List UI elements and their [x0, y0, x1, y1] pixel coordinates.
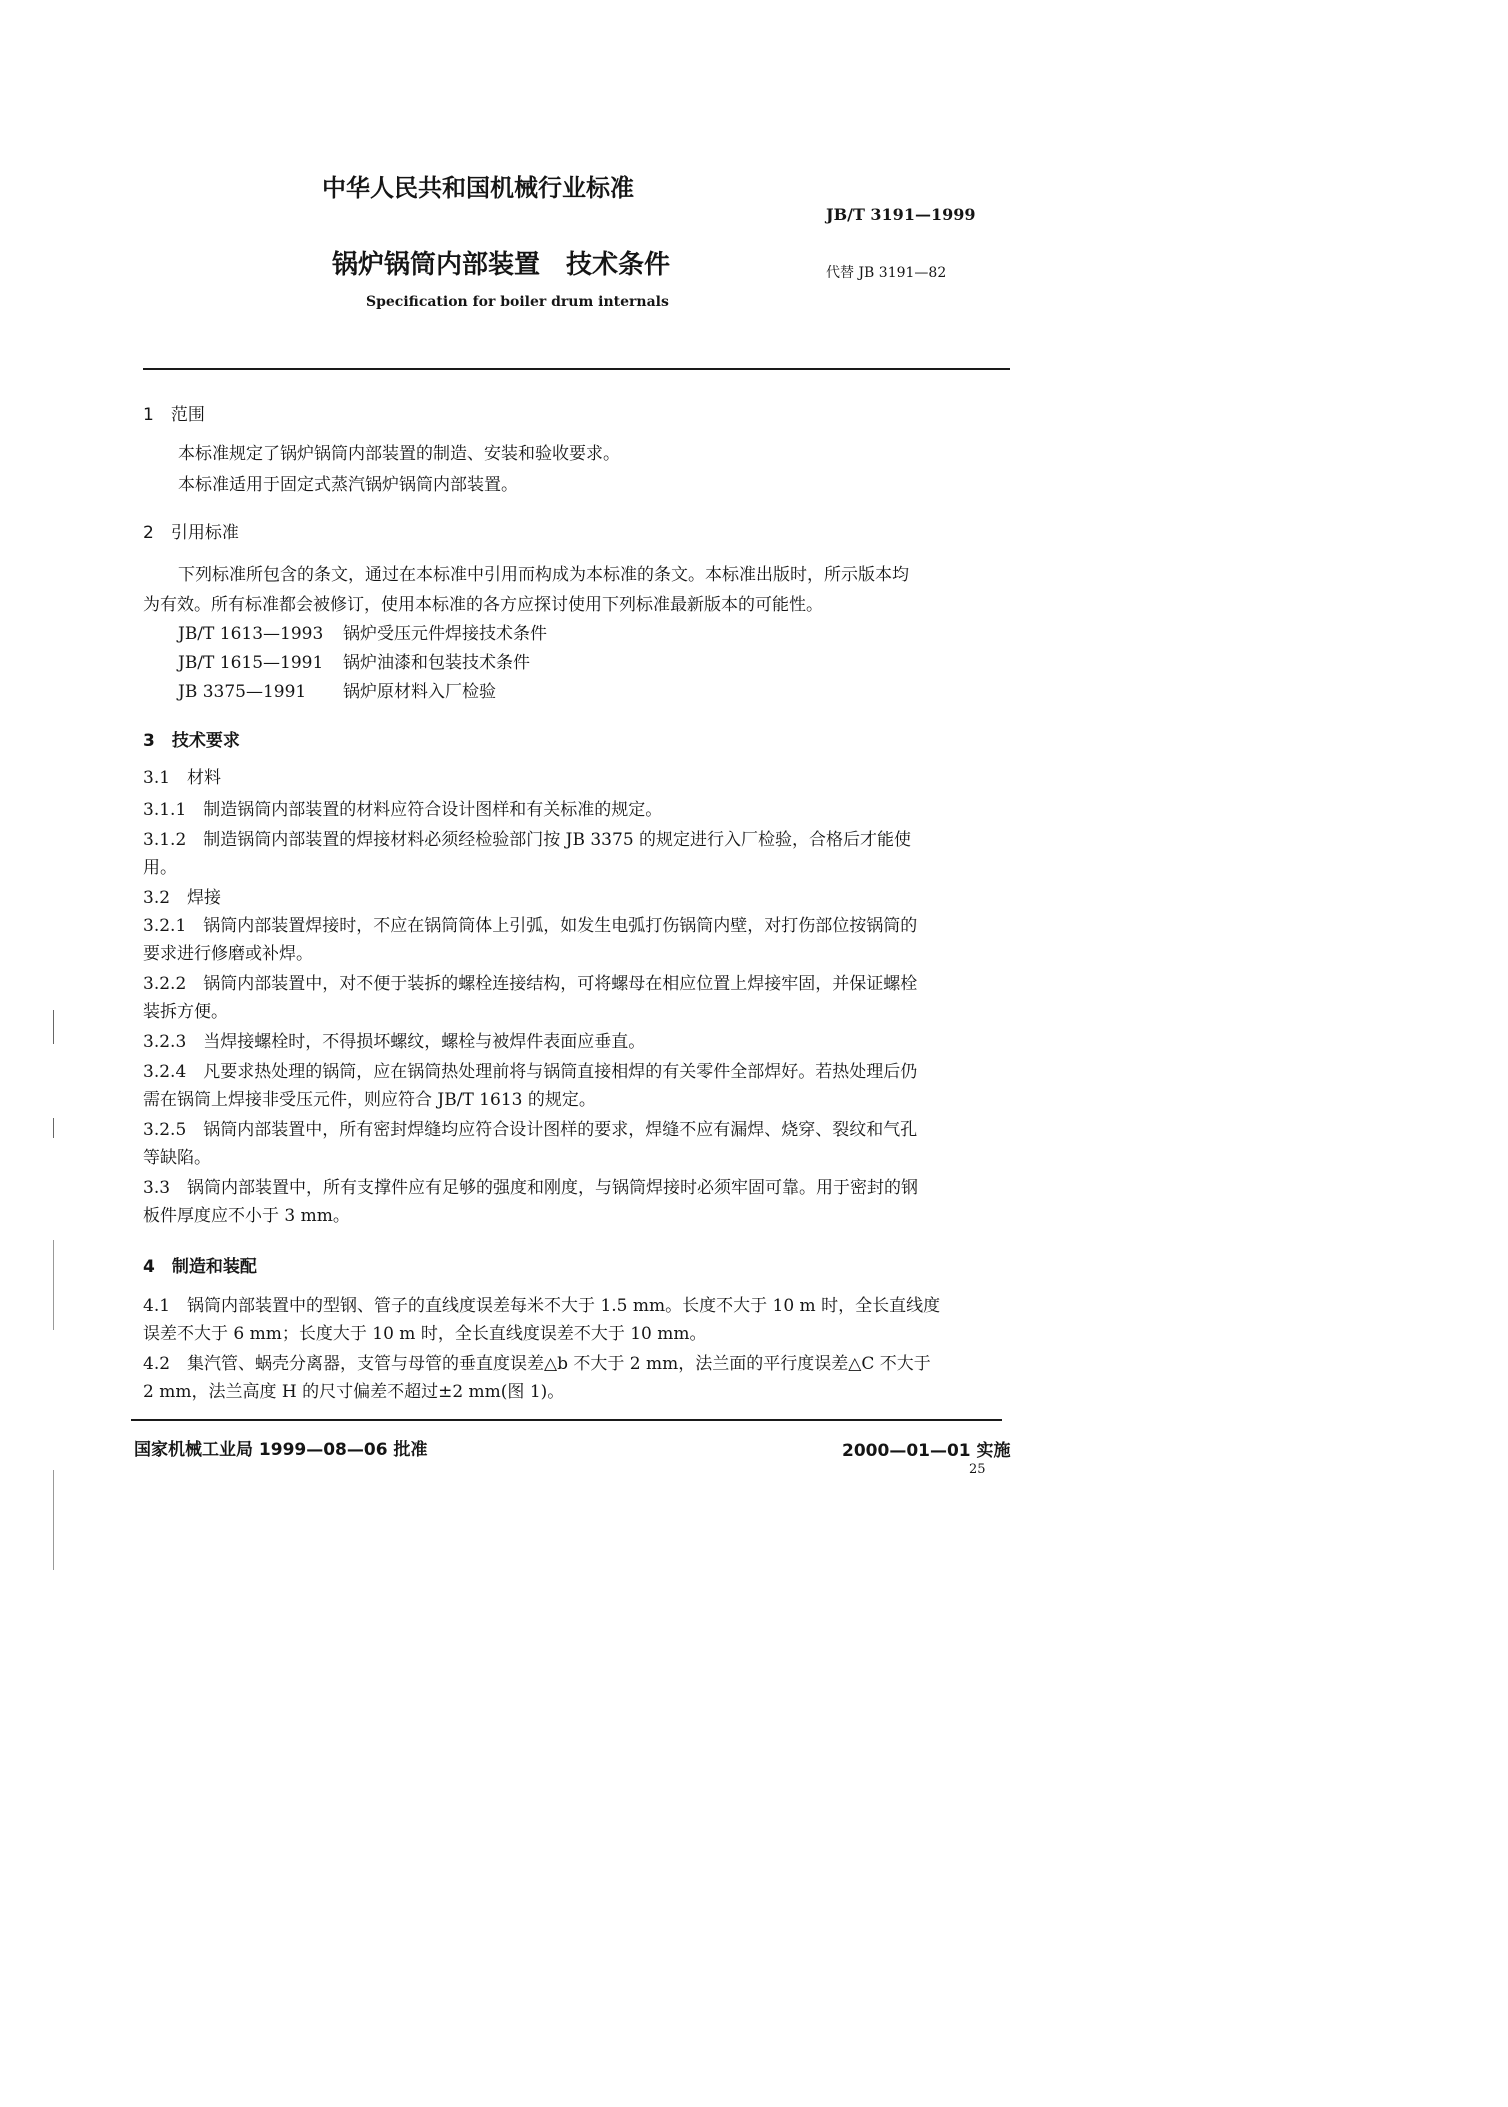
document-title: 锅炉锅筒内部装置 技术条件 — [332, 250, 671, 280]
ref-name: 锅炉油漆和包装技术条件 — [343, 653, 530, 673]
replaces-standard: 代替 JB 3191—82 — [826, 265, 947, 281]
page-number: 25 — [969, 1462, 986, 1477]
section-4-heading: 4 制造和装配 — [143, 1257, 257, 1277]
ref-code: JB 3375—1991 — [178, 682, 307, 702]
clause-3-2-2-line-1: 3.2.2 锅筒内部装置中，对不便于装拆的螺栓连接结构，可将螺母在相应位置上焊接牢固，并保证螺栓 — [143, 974, 918, 994]
header-rule — [143, 368, 1010, 370]
section-1-para-1: 本标准规定了锅炉锅筒内部装置的制造、安装和验收要求。 — [178, 444, 620, 464]
section-1-heading: 1 范围 — [143, 405, 205, 425]
ref-code: JB/T 1613—1993 — [178, 624, 324, 644]
footer-rule — [131, 1419, 1002, 1421]
clause-3-2-2-line-2: 装拆方便。 — [143, 1002, 228, 1022]
section-2-para-line-1: 下列标准所包含的条文，通过在本标准中引用而构成为本标准的条文。本标准出版时，所示版本均 — [178, 565, 909, 585]
ref-code: JB/T 1615—1991 — [178, 653, 324, 673]
clause-3-2: 3.2 焊接 — [143, 888, 222, 908]
clause-4-2-line-2: 2 mm，法兰高度 H 的尺寸偏差不超过±2 mm(图 1)。 — [143, 1382, 565, 1402]
clause-3-1-2-line-2: 用。 — [143, 858, 177, 878]
english-title: Specification for boiler drum internals — [366, 294, 669, 310]
clause-3-2-4-line-1: 3.2.4 凡要求热处理的锅筒，应在锅筒热处理前将与锅筒直接相焊的有关零件全部焊好。若热处理后仍 — [143, 1062, 918, 1082]
clause-4-1-line-2: 误差不大于 6 mm；长度大于 10 m 时，全长直线度误差不大于 10 mm。 — [143, 1324, 707, 1344]
scan-mark — [53, 1470, 54, 1570]
clause-3-1: 3.1 材料 — [143, 768, 222, 788]
clause-4-1-line-1: 4.1 锅筒内部装置中的型钢、管子的直线度误差每米不大于 1.5 mm。长度不大于 10 m 时，全长直线度 — [143, 1296, 941, 1316]
section-3-heading: 3 技术要求 — [143, 731, 240, 751]
standard-number: JB/T 3191—1999 — [826, 205, 976, 224]
clause-3-2-1-line-1: 3.2.1 锅筒内部装置焊接时，不应在锅筒筒体上引弧，如发生电弧打伤锅筒内壁，对打伤部位按锅筒的 — [143, 916, 918, 936]
ref-name: 锅炉原材料入厂检验 — [343, 682, 496, 702]
clause-3-1-1: 3.1.1 制造锅筒内部装置的材料应符合设计图样和有关标准的规定。 — [143, 800, 663, 820]
clause-3-2-1-line-2: 要求进行修磨或补焊。 — [143, 944, 313, 964]
approval-line: 国家机械工业局 1999—08—06 批准 — [134, 1440, 428, 1460]
clause-3-2-5-line-2: 等缺陷。 — [143, 1148, 211, 1168]
clause-3-1-2-line-1: 3.1.2 制造锅筒内部装置的焊接材料必须经检验部门按 JB 3375 的规定进行入厂检验，合格后才能使 — [143, 830, 912, 850]
org-title: 中华人民共和国机械行业标准 — [322, 174, 634, 202]
section-2-heading: 2 引用标准 — [143, 523, 239, 543]
scan-mark — [53, 1118, 54, 1138]
section-1-para-2: 本标准适用于固定式蒸汽锅炉锅筒内部装置。 — [178, 475, 518, 495]
scan-mark — [53, 1240, 54, 1330]
clause-3-3-line-2: 板件厚度应不小于 3 mm。 — [143, 1206, 350, 1226]
clause-3-2-5-line-1: 3.2.5 锅筒内部装置中，所有密封焊缝均应符合设计图样的要求，焊缝不应有漏焊、烧穿、裂纹和气孔 — [143, 1120, 918, 1140]
section-2-para-line-2: 为有效。所有标准都会被修订，使用本标准的各方应探讨使用下列标准最新版本的可能性。 — [143, 595, 823, 615]
clause-3-3-line-1: 3.3 锅筒内部装置中，所有支撑件应有足够的强度和刚度，与锅筒焊接时必须牢固可靠。用于密封的钢 — [143, 1178, 919, 1198]
scan-mark — [53, 1010, 54, 1044]
clause-3-2-4-line-2: 需在锅筒上焊接非受压元件，则应符合 JB/T 1613 的规定。 — [143, 1090, 596, 1110]
clause-4-2-line-1: 4.2 集汽管、蜗壳分离器，支管与母管的垂直度误差△b 不大于 2 mm，法兰面的平行度误差△C 不大于 — [143, 1354, 931, 1374]
clause-3-2-3: 3.2.3 当焊接螺栓时，不得损坏螺纹，螺栓与被焊件表面应垂直。 — [143, 1032, 646, 1052]
effective-date: 2000—01—01 实施 — [842, 1441, 1011, 1461]
ref-name: 锅炉受压元件焊接技术条件 — [343, 624, 547, 644]
